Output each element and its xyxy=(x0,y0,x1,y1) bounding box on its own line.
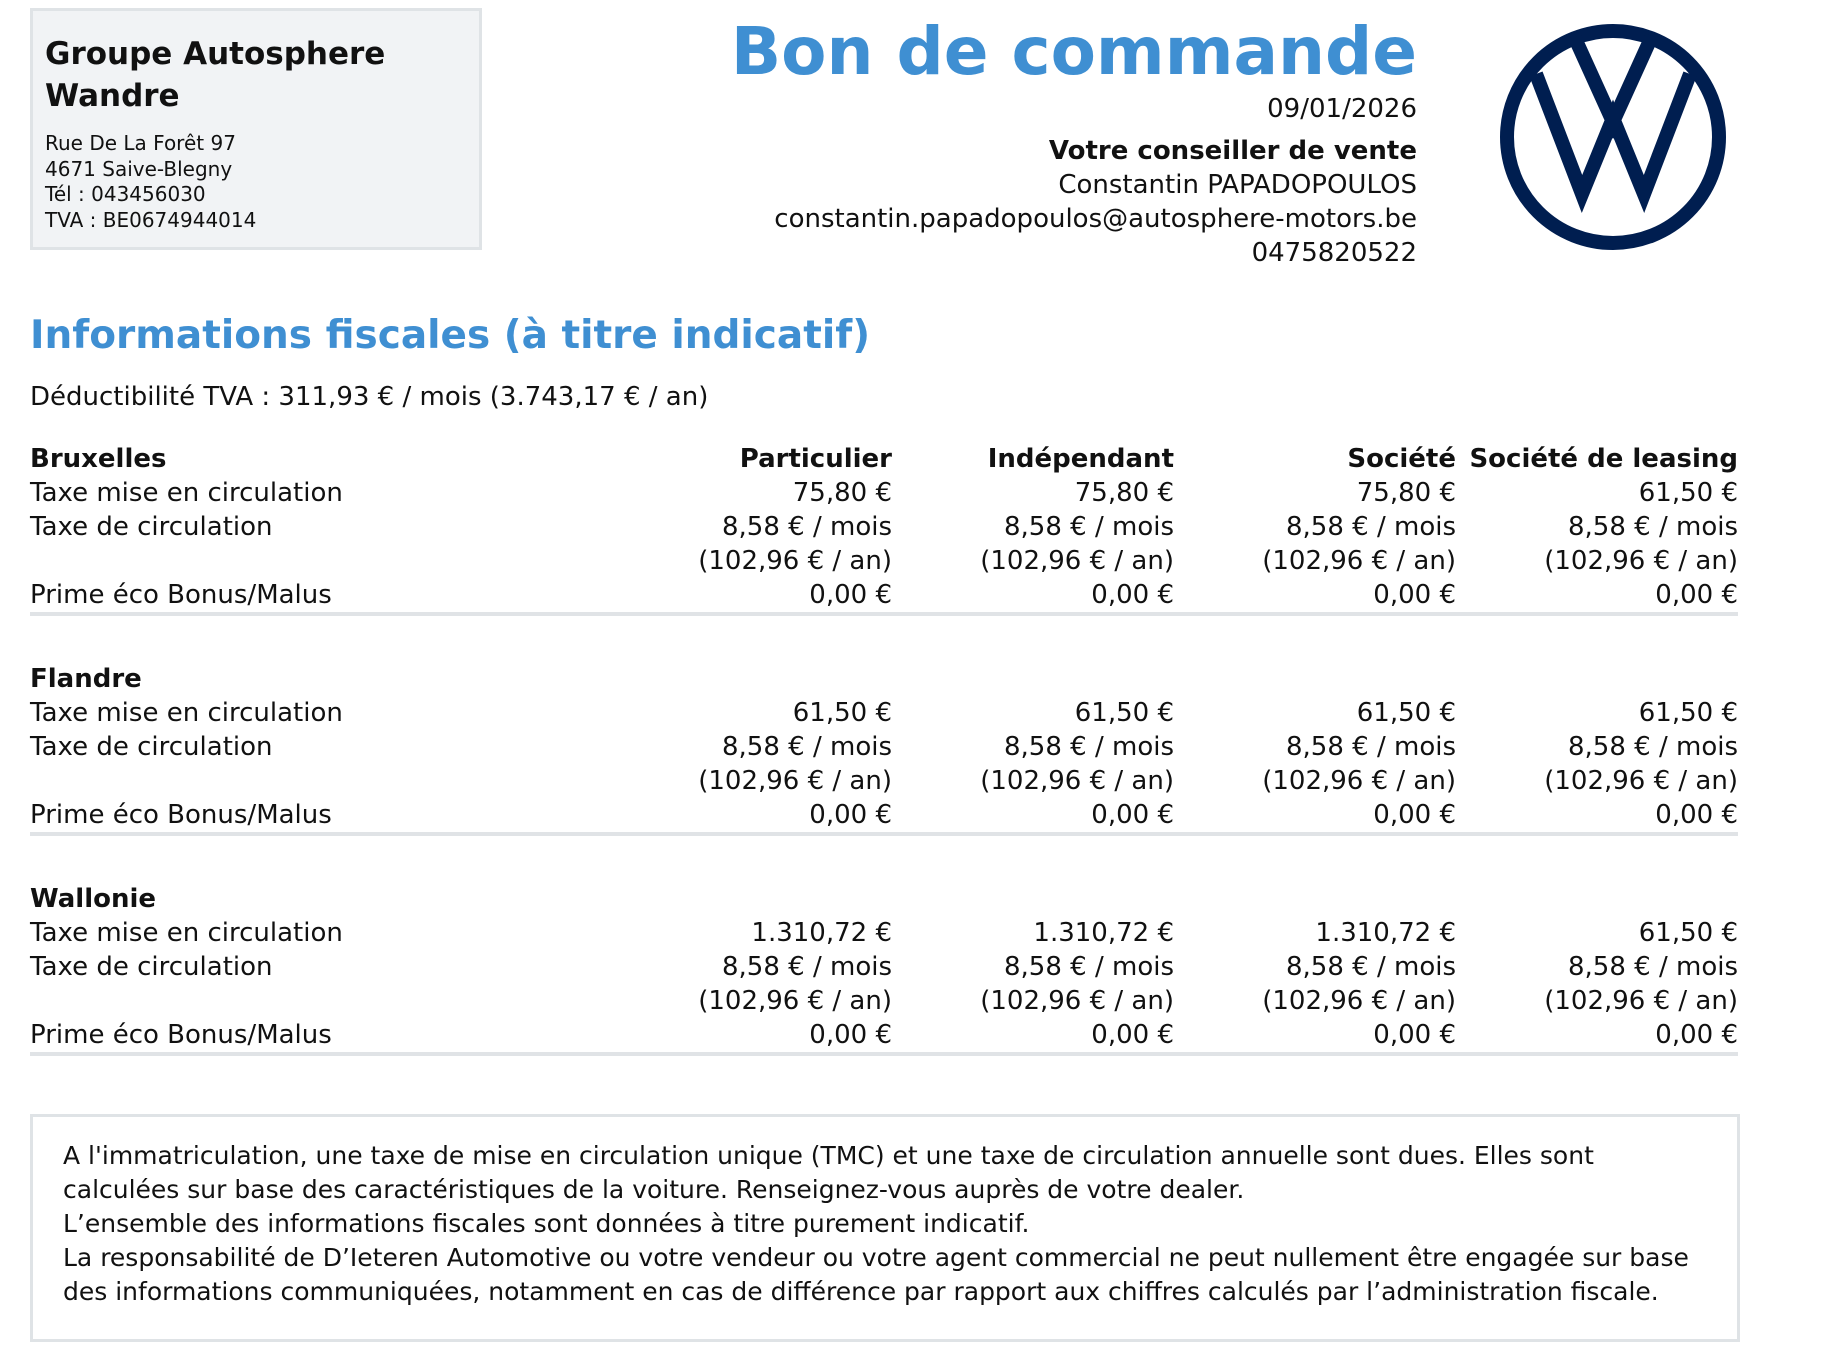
row-label xyxy=(30,544,610,578)
disclaimer-paragraph-2: L’ensemble des informations fiscales sont données à titre purement indicatif. xyxy=(63,1209,1030,1238)
row-label: Prime éco Bonus/Malus xyxy=(30,1020,332,1050)
tax-value: 0,00 € xyxy=(1655,800,1738,830)
dealer-info-box xyxy=(30,8,482,250)
tax-value: 0,00 € xyxy=(1373,580,1456,610)
tax-value: 61,50 € xyxy=(1638,478,1738,508)
row-label: Taxe de circulation xyxy=(30,512,273,542)
region-header-row xyxy=(30,662,1738,696)
circulation-tax-year-row xyxy=(30,544,1738,578)
tax-value: 8,58 € / mois xyxy=(1286,512,1456,542)
tax-value: 8,58 € / mois xyxy=(1004,512,1174,542)
region-name: Wallonie xyxy=(30,884,157,914)
eco-bonus-row xyxy=(30,578,1738,612)
tax-value: (102,96 € / an) xyxy=(1262,766,1456,796)
dealer-vat: TVA : BE0674944014 xyxy=(45,207,257,232)
tax-value: (102,96 € / an) xyxy=(980,986,1174,1016)
tax-value: 0,00 € xyxy=(1373,1020,1456,1050)
column-header: Indépendant xyxy=(987,444,1174,474)
circulation-tax-year-row xyxy=(30,764,1738,798)
divider-line xyxy=(30,832,1738,852)
row-label xyxy=(30,764,610,798)
dealer-phone: Tél : 043456030 xyxy=(45,182,206,206)
row-label: Taxe mise en circulation xyxy=(30,698,343,728)
tax-value: 0,00 € xyxy=(809,580,892,610)
advisor-heading: Votre conseiller de vente xyxy=(1048,136,1417,166)
column-header xyxy=(610,662,892,696)
tax-value: 8,58 € / mois xyxy=(722,952,892,982)
region-name: Bruxelles xyxy=(30,444,167,474)
tax-value: 8,58 € / mois xyxy=(1568,512,1738,542)
divider-line xyxy=(30,1052,1738,1072)
disclaimer-paragraph-1: A l'immatriculation, une taxe de mise en circulation unique (TMC) et une taxe de circulation annuelle sont dues. Elles sont calculées sur base des caractéristiques de la voiture. Renseignez-vous auprès de votre dealer. xyxy=(63,1141,1594,1204)
tax-value: 0,00 € xyxy=(1091,800,1174,830)
row-label xyxy=(30,984,610,1018)
tax-value: 8,58 € / mois xyxy=(1568,952,1738,982)
region-divider xyxy=(30,832,1738,852)
region-header-row xyxy=(30,882,1738,916)
tax-value: (102,96 € / an) xyxy=(1544,986,1738,1016)
dealer-name xyxy=(45,33,467,117)
row-label: Taxe de circulation xyxy=(30,952,273,982)
tax-value: 8,58 € / mois xyxy=(1568,732,1738,762)
tax-value: 8,58 € / mois xyxy=(1004,952,1174,982)
tax-value: 1.310,72 € xyxy=(1033,918,1174,948)
tax-value: 75,80 € xyxy=(1356,478,1456,508)
region-name: Flandre xyxy=(30,664,142,694)
eco-bonus-row xyxy=(30,1018,1738,1052)
column-header xyxy=(1174,882,1456,916)
tax-value: 75,80 € xyxy=(792,478,892,508)
tax-value: 0,00 € xyxy=(1373,800,1456,830)
tax-value: 1.310,72 € xyxy=(1315,918,1456,948)
column-header xyxy=(892,882,1174,916)
spacer-cell xyxy=(30,852,1738,882)
region-header-row xyxy=(30,442,1738,476)
tax-value: (102,96 € / an) xyxy=(698,986,892,1016)
advisor-email[interactable]: constantin.papadopoulos@autosphere-motors.be xyxy=(774,204,1417,234)
column-header xyxy=(1456,662,1738,696)
circulation-tax-row xyxy=(30,730,1738,764)
circulation-tax-year-row xyxy=(30,984,1738,1018)
tax-value: (102,96 € / an) xyxy=(1262,546,1456,576)
tax-value: 0,00 € xyxy=(1655,1020,1738,1050)
registration-tax-row xyxy=(30,696,1738,730)
tax-value: 61,50 € xyxy=(1074,698,1174,728)
column-header xyxy=(892,662,1174,696)
tax-value: (102,96 € / an) xyxy=(698,766,892,796)
row-label: Taxe de circulation xyxy=(30,732,273,762)
tax-value: 1.310,72 € xyxy=(751,918,892,948)
tax-value: 8,58 € / mois xyxy=(1286,732,1456,762)
tax-value: 0,00 € xyxy=(1091,580,1174,610)
tax-value: 61,50 € xyxy=(1638,698,1738,728)
column-header xyxy=(1174,662,1456,696)
vw-logo-icon xyxy=(1498,22,1728,252)
tax-value: 75,80 € xyxy=(1074,478,1174,508)
advisor-phone[interactable]: 0475820522 xyxy=(1251,238,1417,268)
column-header xyxy=(1456,882,1738,916)
column-header: Société de leasing xyxy=(1469,444,1738,474)
tax-value: 61,50 € xyxy=(792,698,892,728)
region-spacer xyxy=(30,632,1738,662)
page-title: Bon de commande xyxy=(730,13,1417,90)
tax-value: (102,96 € / an) xyxy=(1544,546,1738,576)
row-label: Prime éco Bonus/Malus xyxy=(30,800,332,830)
tax-value: 8,58 € / mois xyxy=(1004,732,1174,762)
tax-value: (102,96 € / an) xyxy=(980,766,1174,796)
region-divider xyxy=(30,1052,1738,1072)
dealer-city: 4671 Saive-Blegny xyxy=(45,156,233,181)
row-label: Prime éco Bonus/Malus xyxy=(30,580,332,610)
tax-value: 61,50 € xyxy=(1638,918,1738,948)
tax-value: 8,58 € / mois xyxy=(722,732,892,762)
tax-value: 0,00 € xyxy=(1655,580,1738,610)
row-label: Taxe mise en circulation xyxy=(30,478,343,508)
dealer-address: Rue De La Forêt 97 xyxy=(45,131,236,155)
divider-line xyxy=(30,612,1738,632)
tax-value: 61,50 € xyxy=(1356,698,1456,728)
tax-value: 0,00 € xyxy=(1091,1020,1174,1050)
fiscal-table xyxy=(30,442,1738,1072)
tax-value: (102,96 € / an) xyxy=(980,546,1174,576)
dealer-details xyxy=(45,131,467,233)
registration-tax-row xyxy=(30,916,1738,950)
disclaimer-paragraph-3: La responsabilité de D’Ieteren Automotive ou votre vendeur ou votre agent commercial ne peut nullement être engagée sur base des informations communiquées, notamment en cas de différence par rapport aux chiffres calculés par l’administration fiscale. xyxy=(63,1243,1689,1306)
circulation-tax-row xyxy=(30,510,1738,544)
region-spacer xyxy=(30,852,1738,882)
tax-value: 8,58 € / mois xyxy=(1286,952,1456,982)
column-header: Particulier xyxy=(739,444,892,474)
fiscal-section-title: Informations fiscales (à titre indicatif) xyxy=(30,313,871,358)
dealer-name-line2: Wandre xyxy=(45,78,180,114)
order-date: 09/01/2026 xyxy=(1267,94,1417,124)
tax-value: 0,00 € xyxy=(809,1020,892,1050)
column-header xyxy=(610,882,892,916)
tax-value: 8,58 € / mois xyxy=(722,512,892,542)
tax-value: (102,96 € / an) xyxy=(698,546,892,576)
eco-bonus-row xyxy=(30,798,1738,832)
fiscal-disclaimer xyxy=(30,1114,1740,1342)
vat-deductibility: Déductibilité TVA : 311,93 € / mois (3.743,17 € / an) xyxy=(30,382,709,412)
advisor-name: Constantin PAPADOPOULOS xyxy=(1058,170,1417,200)
registration-tax-row xyxy=(30,476,1738,510)
tax-value: (102,96 € / an) xyxy=(1544,766,1738,796)
region-divider xyxy=(30,612,1738,632)
column-header: Société xyxy=(1347,444,1456,474)
dealer-name-line1: Groupe Autosphere xyxy=(45,36,386,72)
tax-value: (102,96 € / an) xyxy=(1262,986,1456,1016)
spacer-cell xyxy=(30,632,1738,662)
tax-value: 0,00 € xyxy=(809,800,892,830)
circulation-tax-row xyxy=(30,950,1738,984)
advisor-contact xyxy=(774,92,1417,270)
row-label: Taxe mise en circulation xyxy=(30,918,343,948)
